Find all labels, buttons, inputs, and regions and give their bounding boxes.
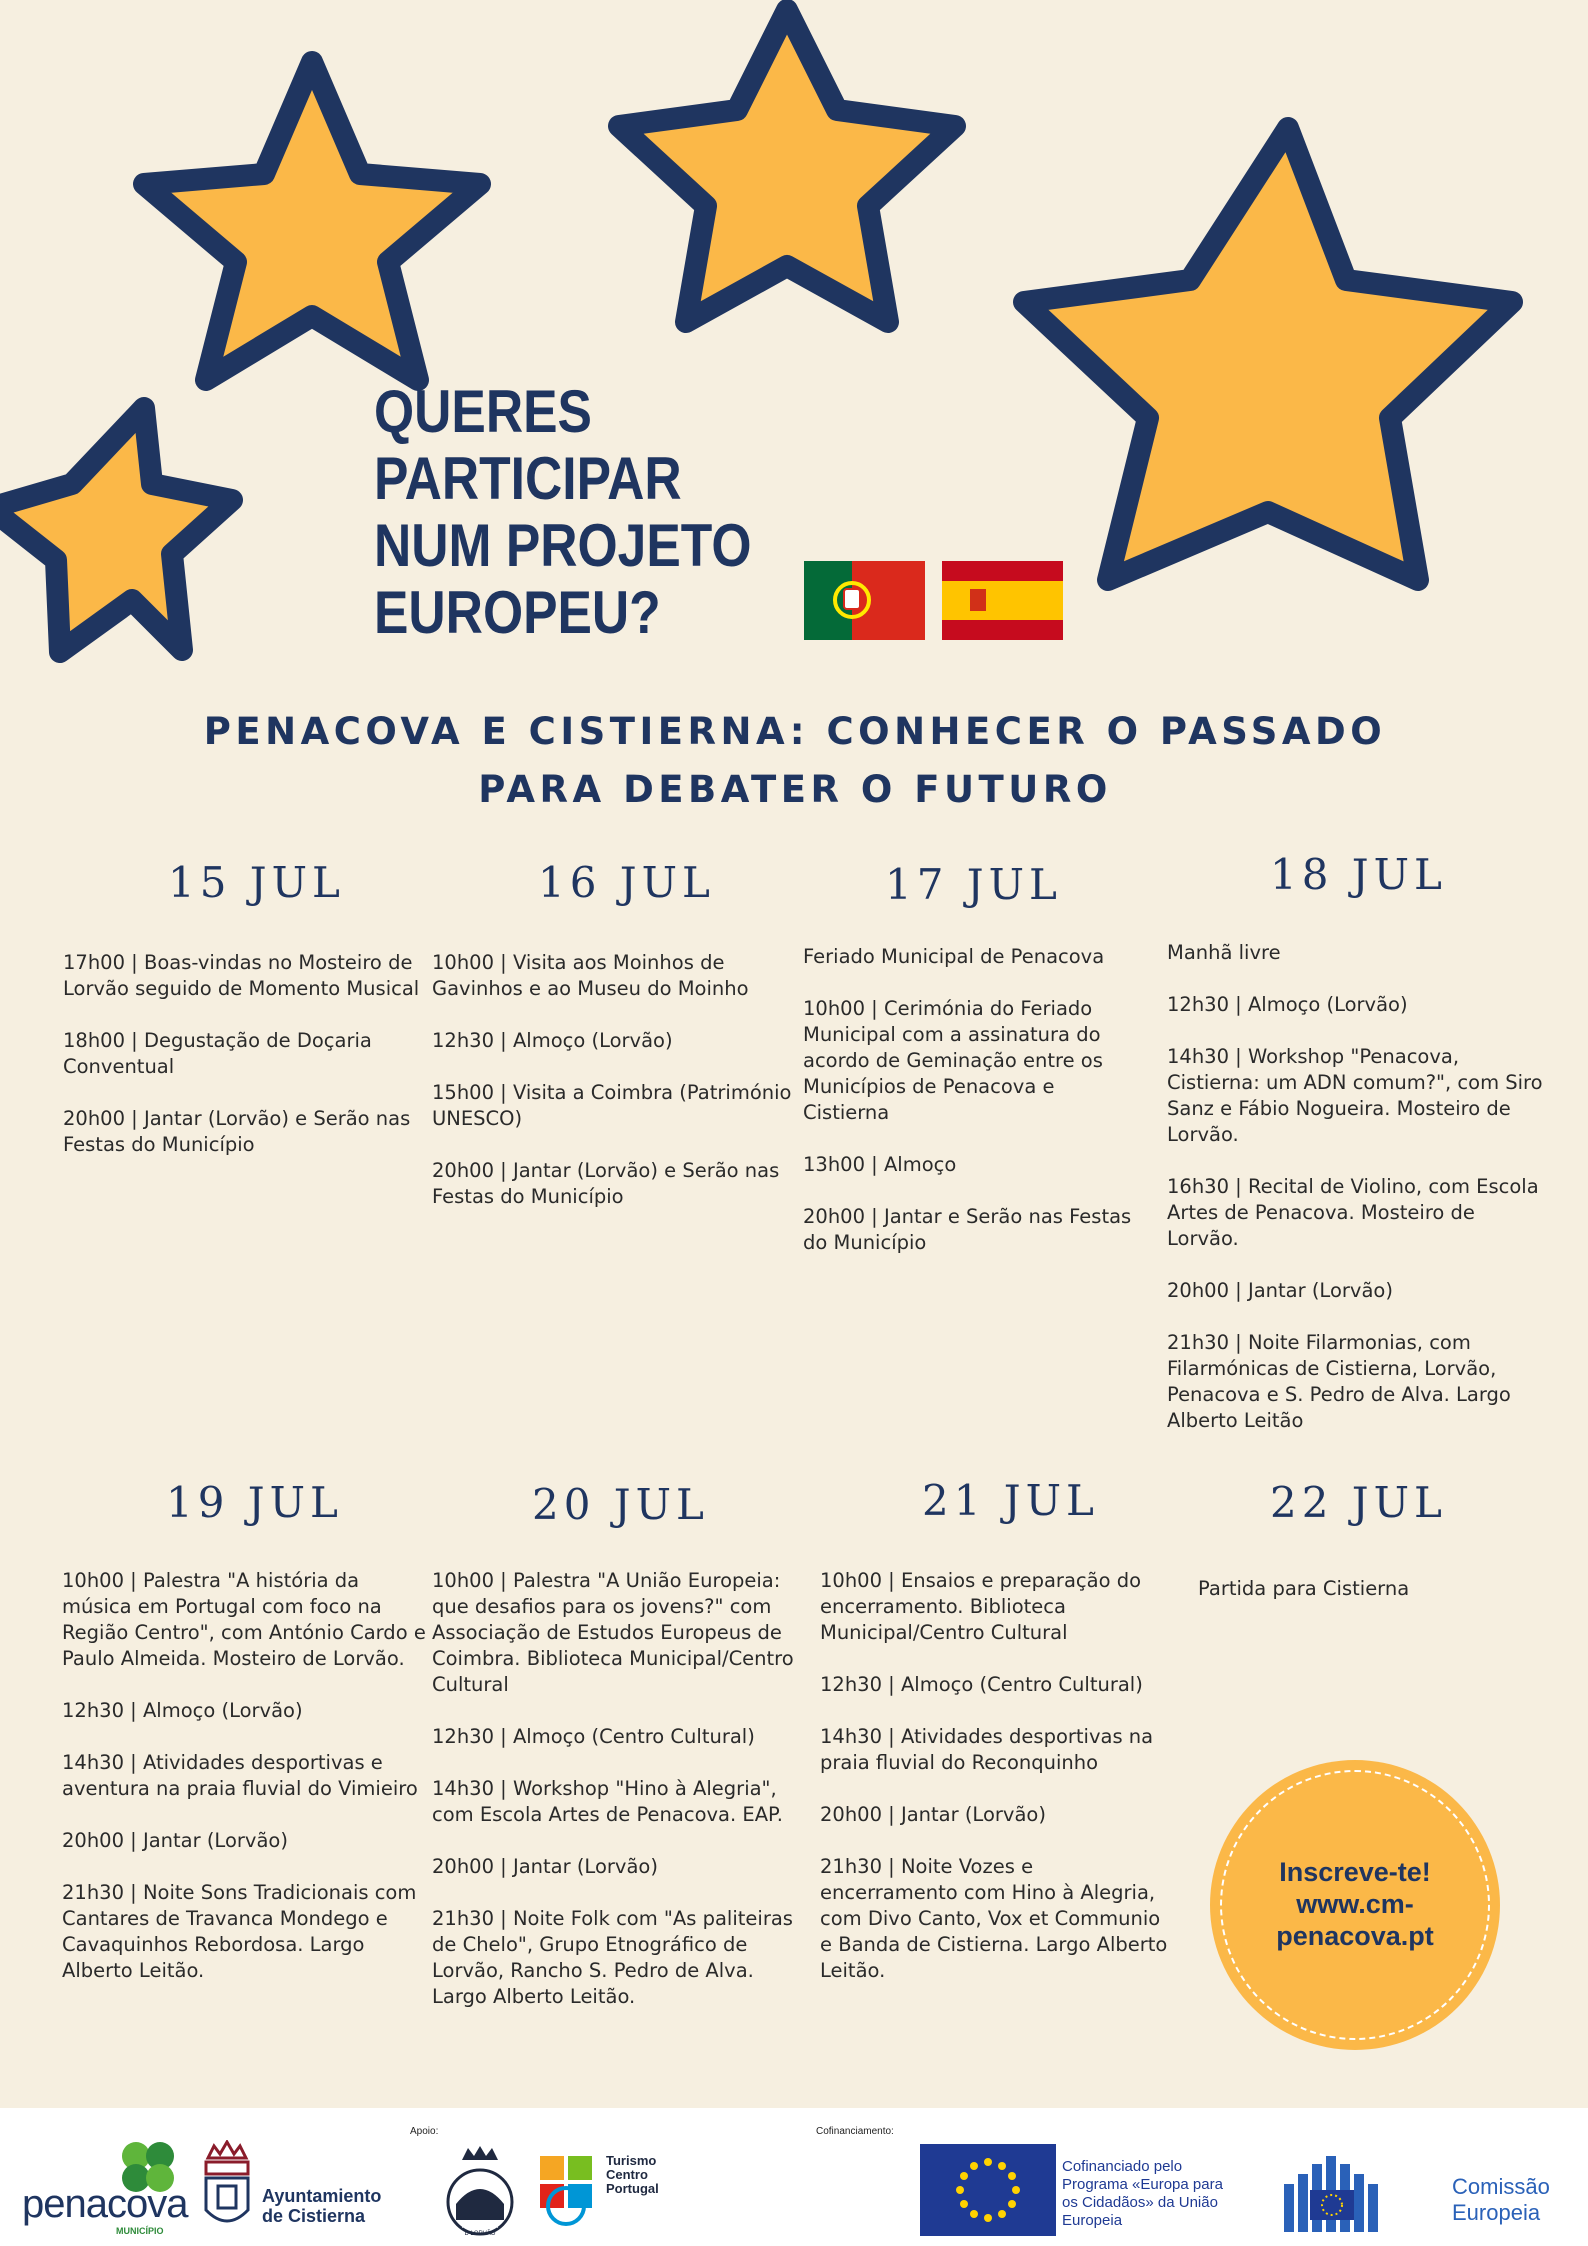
star-top-left-icon [0, 0, 1588, 700]
schedule-item: Feriado Municipal de Penacova [803, 945, 1105, 968]
signup-line: penacova.pt [1276, 1921, 1434, 1951]
day-schedule-15 [63, 950, 423, 1184]
schedule-item: 21h30 | Noite Vozes e encerramento com Hino à Alegria, com Divo Canto, Vox et Communio e Banda de Cistierna. Largo Alberto Leitão. [820, 1855, 1168, 1982]
star-3-icon [1024, 128, 1512, 580]
signup-line: Inscreve-te! [1279, 1857, 1431, 1887]
schedule-item: 20h00 | Jantar (Lorvão) [62, 1829, 288, 1852]
headline-line: QUERES [374, 378, 592, 445]
cistierna-line: de Cistierna [262, 2206, 366, 2226]
schedule-item: Manhã livre [1167, 941, 1281, 964]
schedule-item: 16h30 | Recital de Violino, com Escola Artes de Penacova. Mosteiro de Lorvão. [1167, 1175, 1539, 1250]
spain-flag-icon [942, 561, 1063, 640]
cistierna-logo-text [262, 2186, 381, 2226]
commission-line: Europeia [1452, 2200, 1541, 2225]
schedule-item: 20h00 | Jantar (Lorvão) [432, 1855, 658, 1878]
schedule-item: 12h30 | Almoço (Lorvão) [1167, 993, 1408, 1016]
headline-line: EUROPEU? [374, 579, 661, 646]
schedule-item: 10h00 | Ensaios e preparação do encerramento. Biblioteca Municipal/Centro Cultural [820, 1569, 1142, 1644]
headline [374, 378, 752, 646]
penacova-logo-text: penacova [22, 2182, 188, 2226]
day-schedule-17 [803, 944, 1133, 1282]
day-date: 16 JUL [538, 858, 715, 907]
day-schedule-20 [432, 1568, 812, 2036]
eu-flag-icon [920, 2144, 1056, 2236]
schedule-item: 21h30 | Noite Sons Tradicionais com Cantares de Travanca Mondego e Cavaquinhos Rebordosa. Largo Alberto Leitão. [62, 1881, 417, 1982]
eu-program-line: Cofinanciado pelo [1062, 2158, 1183, 2175]
turismo-line: Centro [606, 2167, 648, 2182]
schedule-item: 10h00 | Visita aos Moinhos de Gavinhos e ao Museu do Moinho [432, 951, 749, 1000]
day-date: 15 JUL [168, 858, 345, 907]
schedule-item: 12h30 | Almoço (Centro Cultural) [432, 1725, 755, 1748]
footer-logos [0, 2108, 1588, 2246]
parish-name-line: PARÓQUIA [461, 2223, 499, 2230]
day-date: 18 JUL [1270, 850, 1447, 899]
schedule-item: 10h00 | Palestra "A história da música em Portugal com foco na Região Centro", com António Cardo e Paulo Almeida. Mosteiro de Lorvão. [62, 1569, 426, 1670]
turismo-logo-icon [534, 2148, 598, 2234]
penacova-logo-subtext: MUNICÍPIO [116, 2226, 164, 2236]
day-schedule-16 [432, 950, 804, 1236]
schedule-item: 14h30 | Workshop "Hino à Alegria", com Escola Artes de Penacova. EAP. [432, 1777, 783, 1826]
turismo-text [606, 2154, 659, 2196]
day-date: 20 JUL [532, 1480, 709, 1529]
schedule-item: 14h30 | Atividades desportivas e aventura na praia fluvial do Vimieiro [62, 1751, 418, 1800]
day-date: 22 JUL [1270, 1478, 1447, 1527]
cistierna-crest-icon [200, 2140, 254, 2236]
signup-line: www.cm- [1296, 1889, 1414, 1919]
day-date: 17 JUL [885, 860, 1062, 909]
eu-program-text [1062, 2158, 1223, 2230]
day-schedule-18 [1167, 940, 1547, 1460]
schedule-item: 20h00 | Jantar (Lorvão) [820, 1803, 1046, 1826]
day-schedule-19 [62, 1568, 432, 2010]
star-4-icon [0, 408, 232, 652]
schedule-item: Partida para Cistierna [1198, 1577, 1410, 1600]
day-schedule-21 [820, 1568, 1170, 2010]
turismo-line: Portugal [606, 2181, 659, 2196]
day-schedule-22 [1198, 1576, 1518, 1628]
commission-text [1452, 2174, 1550, 2226]
schedule-item: 14h30 | Workshop "Penacova, Cistierna: um ADN comum?", com Siro Sanz e Fábio Nogueira. Mosteiro de Lorvão. [1167, 1045, 1543, 1146]
schedule-item: 14h30 | Atividades desportivas na praia fluvial do Reconquinho [820, 1725, 1154, 1774]
commission-logo-icon [1280, 2144, 1392, 2236]
signup-badge[interactable] [1210, 1760, 1500, 2050]
apoio-label: Apoio: [410, 2126, 439, 2137]
subtitle-line: PENACOVA E CISTIERNA: CONHECER O PASSADO [203, 710, 1387, 753]
schedule-item: 12h30 | Almoço (Lorvão) [432, 1029, 673, 1052]
schedule-item: 10h00 | Cerimónia do Feriado Municipal com a assinatura do acordo de Geminação entre os Municípios de Penacova e Cistierna [803, 997, 1103, 1124]
turismo-line: Turismo [606, 2153, 657, 2168]
subtitle-line: PARA DEBATER O FUTURO [478, 768, 1112, 811]
headline-line: PARTICIPAR [374, 445, 682, 512]
schedule-item: 18h00 | Degustação de Doçaria Conventual [63, 1029, 372, 1078]
star-1-icon [144, 62, 480, 380]
portugal-flag-icon [804, 561, 925, 640]
schedule-item: 20h00 | Jantar (Lorvão) e Serão nas Festas do Município [63, 1107, 411, 1156]
star-2-icon [619, 10, 955, 322]
schedule-item: 20h00 | Jantar e Serão nas Festas do Município [803, 1205, 1132, 1254]
cistierna-line: Ayuntamiento [262, 2186, 382, 2206]
schedule-item: 12h30 | Almoço (Lorvão) [62, 1699, 303, 1722]
schedule-item: 21h30 | Noite Filarmonias, com Filarmónicas de Cistierna, Lorvão, Penacova e S. Pedro de Alva. Largo Alberto Leitão [1167, 1331, 1511, 1432]
commission-line: Comissão [1452, 2174, 1550, 2199]
eu-program-line: Europeia [1062, 2212, 1123, 2229]
parish-logo-icon [442, 2144, 518, 2238]
day-date: 19 JUL [166, 1478, 343, 1527]
parish-name-line: D LORVÃO [464, 2231, 496, 2237]
schedule-item: 15h00 | Visita a Coimbra (Património UNESCO) [432, 1081, 792, 1130]
schedule-item: 13h00 | Almoço [803, 1153, 957, 1176]
headline-line: NUM PROJETO [374, 512, 752, 579]
schedule-item: 10h00 | Palestra "A União Europeia: que desafios para os jovens?" com Associação de Estudos Europeus de Coimbra. Biblioteca Municipal/Centro Cultural [432, 1569, 794, 1696]
subtitle [100, 703, 1490, 819]
schedule-item: 20h00 | Jantar (Lorvão) e Serão nas Festas do Município [432, 1159, 780, 1208]
schedule-item: 17h00 | Boas-vindas no Mosteiro de Lorvão seguido de Momento Musical [63, 951, 420, 1000]
signup-text[interactable] [1210, 1856, 1500, 1952]
eu-program-line: Programa «Europa para [1062, 2176, 1223, 2193]
schedule-item: 12h30 | Almoço (Centro Cultural) [820, 1673, 1143, 1696]
schedule-item: 20h00 | Jantar (Lorvão) [1167, 1279, 1393, 1302]
cofinanciamento-label: Cofinanciamento: [816, 2126, 894, 2137]
day-date: 21 JUL [922, 1476, 1099, 1525]
schedule-item: 21h30 | Noite Folk com "As paliteiras de Chelo", Grupo Etnográfico de Lorvão, Rancho S. Pedro de Alva. Largo Alberto Leitão. [432, 1907, 793, 2008]
eu-program-line: os Cidadãos» da União [1062, 2194, 1218, 2211]
